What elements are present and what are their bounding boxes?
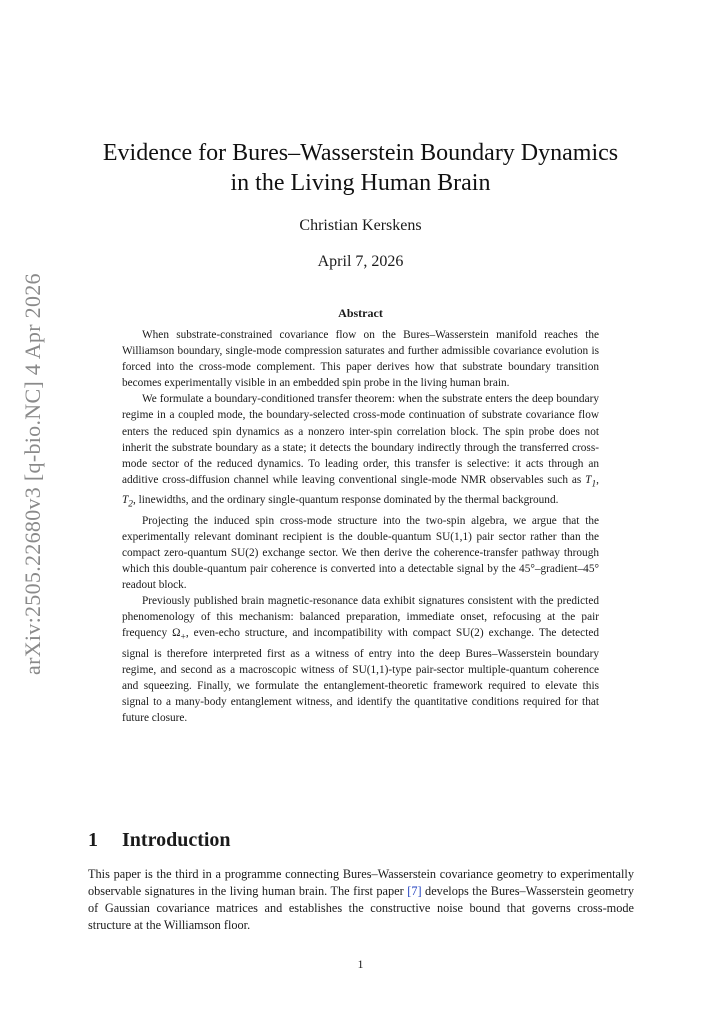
abstract-paragraph-3: Projecting the induced spin cross-mode structure into the two-spin algebra, we argue that the experimentally relevant dominant recipient is the double-quantum SU(1,1) pair sector rather than the compact zero-quantum SU(2) exchange sector. We then derive the coherence-transfer pathway through which this double-quantum pair coherence is converted into a detectable signal by the 45°–gradient–45° readout block.	[122, 514, 599, 591]
arxiv-identifier: arXiv:2505.22680v3 [q-bio.NC] 4 Apr 2026	[20, 273, 45, 675]
paper-title	[60, 138, 661, 198]
title-line-2: in the Living Human Brain	[230, 170, 491, 196]
citation-link[interactable]: [7]	[407, 884, 422, 898]
arxiv-sidebar-stamp	[20, 0, 48, 1019]
section-number: 1	[88, 829, 98, 851]
abstract-paragraph-2: We formulate a boundary-conditioned transfer theorem: when the substrate enters the deep boundary regime in a coupled mode, the boundary-selected cross-mode continuation of substrate covariance flow enters the reduced spin dynamics as a nonzero inter-spin correlation block. The spin probe does not inherit the substrate boundary as a state; it detects the boundary indirectly through the transferred cross-mode sector of the reduced dynamics. To leading order, this transfer is selective: it acts through an additive cross-diffusion channel while leaving conventional single-mode NMR observables such as $T_1$, $T_2$, linewidths, and the ordinary single-quantum response dominated by the thermal background.	[122, 393, 599, 510]
intro-text-a: This paper is the third in a programme connecting Bures–Wasserstein covariance geometry to experimentally observable signatures in the living human brain. The first paper	[88, 867, 634, 898]
page-number: 1	[357, 957, 364, 971]
intro-paragraph	[88, 866, 634, 934]
abstract-p4-text-b: , even-echo structure, and incompatibility with compact SU(2) exchange. The detected signal is therefore interpreted first as a witness of entry into the deep Bures–Wasserstein boundary regime, and second as a macroscopic witness of SU(1,1)-type pair-sector multiple-quantum coherence and squeezing. Finally, we formulate the entanglement-theoretic framework required to elevate this signal to a many-body entanglement witness, and identify the quantitative conditions required for that future closure.	[122, 627, 599, 724]
section-title: Introduction	[122, 829, 231, 851]
omega-subscript: +	[180, 632, 186, 643]
abstract-p2-text-a: We formulate a boundary-conditioned transfer theorem: when the substrate enters the deep boundary regime in a coupled mode, the boundary-selected cross-mode continuation of substrate covariance flow enters the reduced spin dynamics as a nonzero inter-spin correlation block. The spin probe does not inherit the substrate boundary as a state; it detects the boundary indirectly through the transferred cross-mode sector of the reduced dynamics. To leading order, this transfer is selective: it acts through an additive cross-diffusion channel while leaving conventional single-mode NMR observables such as	[122, 393, 599, 486]
abstract-p2-text-b: , linewidths, and the ordinary single-quantum response dominated by the thermal background.	[133, 494, 559, 507]
t2-symbol: $T_2$	[122, 494, 133, 510]
title-line-1: Evidence for Bures–Wasserstein Boundary Dynamics	[102, 140, 619, 166]
intro-text-b: develops the Bures–Wasserstein geometry of Gaussian covariance matrices and establishes the constructive noise bound that governs cross-mode structure at the Williamson floor.	[88, 884, 634, 932]
abstract-p4-text-a: Previously published brain magnetic-resonance data exhibit signatures consistent with the predicted phenomenology of this mechanism: balanced preparation, immediate onset, refocusing at the pair frequency Ω	[122, 595, 599, 640]
abstract-heading: Abstract	[338, 306, 383, 320]
publication-date: April 7, 2026	[317, 253, 404, 270]
section-heading	[88, 829, 231, 852]
author-name: Christian Kerskens	[299, 217, 422, 234]
abstract-paragraph-1: When substrate-constrained covariance flow on the Bures–Wasserstein manifold reaches the Williamson boundary, single-mode compression saturates and further admissible covariance evolution is forced into the cross-mode complement. This paper derives how that substrate boundary transition becomes experimentally visible in an embedded spin probe in the living human brain.	[122, 329, 599, 390]
t1-symbol: $T_1$	[585, 473, 597, 490]
abstract-body	[122, 327, 599, 726]
abstract-paragraph-4	[122, 593, 599, 726]
